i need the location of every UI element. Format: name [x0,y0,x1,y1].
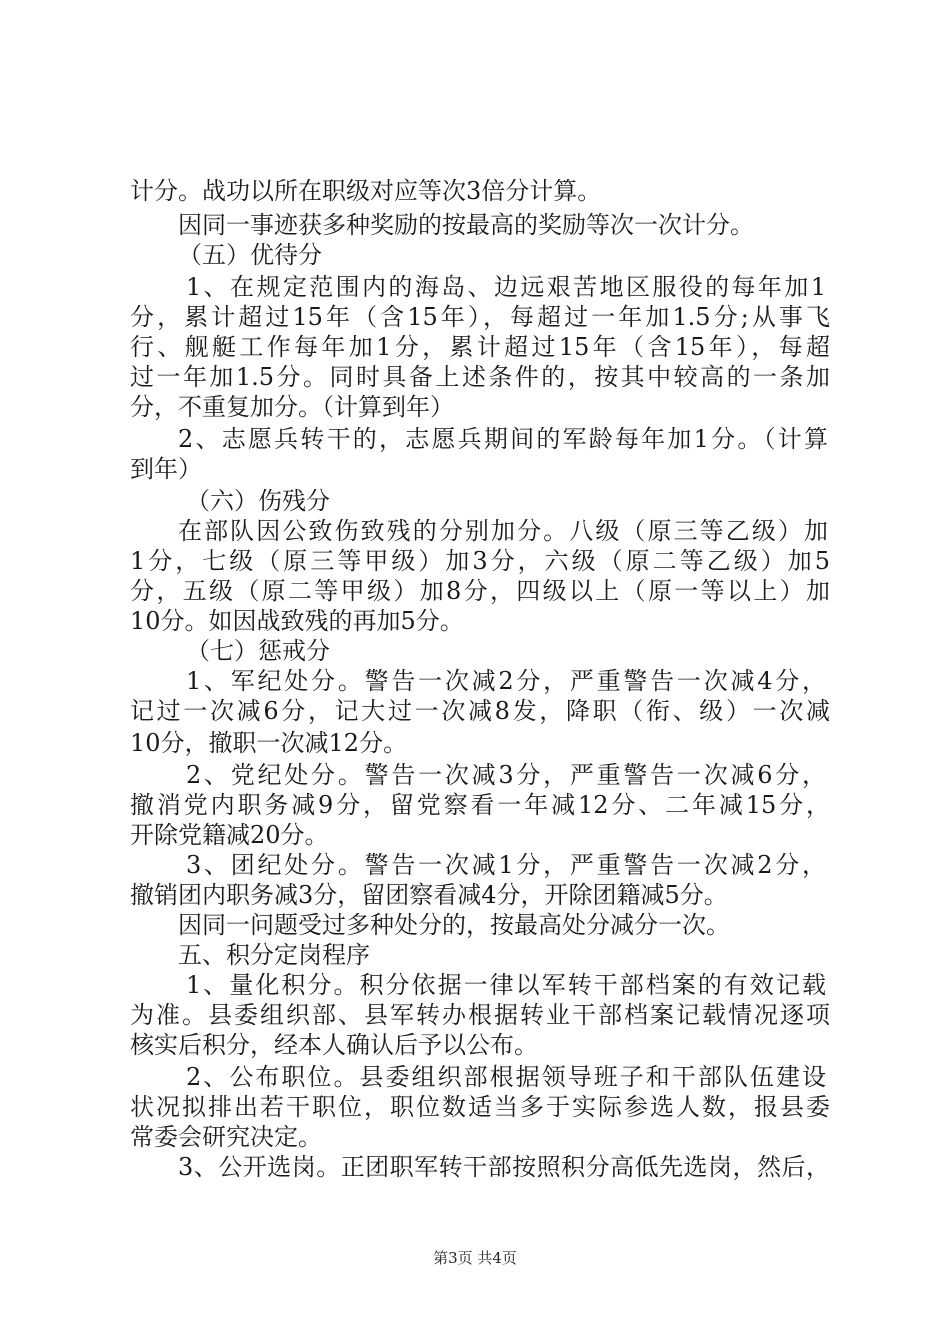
text-line-14: 分，五级（原二等甲级）加8分，四级以上（原一等以上）加 [130,577,830,605]
text-line-24: 撤销团内职务减3分，留团察看减4分，开除团籍减5分。 [130,881,728,909]
text-line-21: 撤消党内职务减9分，留党察看一年减12分、二年减15分， [130,791,830,819]
text-line-22: 开除党籍减20分。 [130,821,329,849]
text-line-4: 1、在规定范围内的海岛、边远艰苦地区服役的每年加1 [186,273,826,301]
text-line-2: 因同一事迹获多种奖励的按最高的奖励等次一次计分。 [178,211,754,239]
text-line-23: 3、团纪处分。警告一次减1分，严重警告一次减2分， [186,851,826,879]
text-line-13: 1分，七级（原三等甲级）加3分，六级（原二等乙级）加5 [130,547,830,575]
section-heading-shangcanfen: （六）伤残分 [186,487,330,515]
text-line-1: 计分。战功以所在职级对应等次3倍分计算。 [130,177,602,205]
text-line-20: 2、党纪处分。警告一次减3分，严重警告一次减6分， [186,761,826,789]
text-line-8: 分，不重复加分。（计算到年） [130,393,454,421]
section-heading-youdaifen: （五）优待分 [178,241,322,269]
section-heading-chengjiefen: （七）惩戒分 [186,637,330,665]
page-footer: 第3页 共4页 [433,1249,517,1267]
text-line-12: 在部队因公致伤致残的分别加分。八级（原三等乙级）加 [178,517,828,545]
text-line-5: 分，累计超过15年（含15年），每超过一年加1.5分;从事飞 [130,303,830,331]
text-line-25: 因同一问题受过多种处分的，按最高处分减分一次。 [178,911,730,939]
text-line-30: 2、公布职位。县委组织部根据领导班子和干部队伍建设 [186,1063,826,1091]
text-line-19: 10分，撤职一次减12分。 [130,729,408,757]
text-line-9: 2、志愿兵转干的，志愿兵期间的军龄每年加1分。（计算 [178,425,828,453]
text-line-28: 为准。县委组织部、县军转办根据转业干部档案记载情况逐项 [130,1001,830,1029]
text-line-33: 3、公开选岗。正团职军转干部按照积分高低先选岗，然后， [178,1153,830,1181]
text-line-6: 行、舰艇工作每年加1分，累计超过15年（含15年），每超 [130,333,830,361]
text-line-15: 10分。如因战致残的再加5分。 [130,607,464,635]
section-heading-jifendinggang: 五、积分定岗程序 [178,941,370,969]
text-line-10: 到年） [130,455,202,483]
text-line-27: 1、量化积分。积分依据一律以军转干部档案的有效记载 [186,971,826,999]
text-line-17: 1、军纪处分。警告一次减2分，严重警告一次减4分， [186,667,826,695]
text-line-7: 过一年加1.5分。同时具备上述条件的，按其中较高的一条加 [130,363,830,391]
text-line-32: 常委会研究决定。 [130,1123,322,1151]
text-line-18: 记过一次减6分，记大过一次减8发，降职（衔、级）一次减 [130,697,830,725]
text-line-29: 核实后积分，经本人确认后予以公布。 [130,1031,538,1059]
text-line-31: 状况拟排出若干职位，职位数适当多于实际参选人数，报县委 [130,1093,830,1121]
